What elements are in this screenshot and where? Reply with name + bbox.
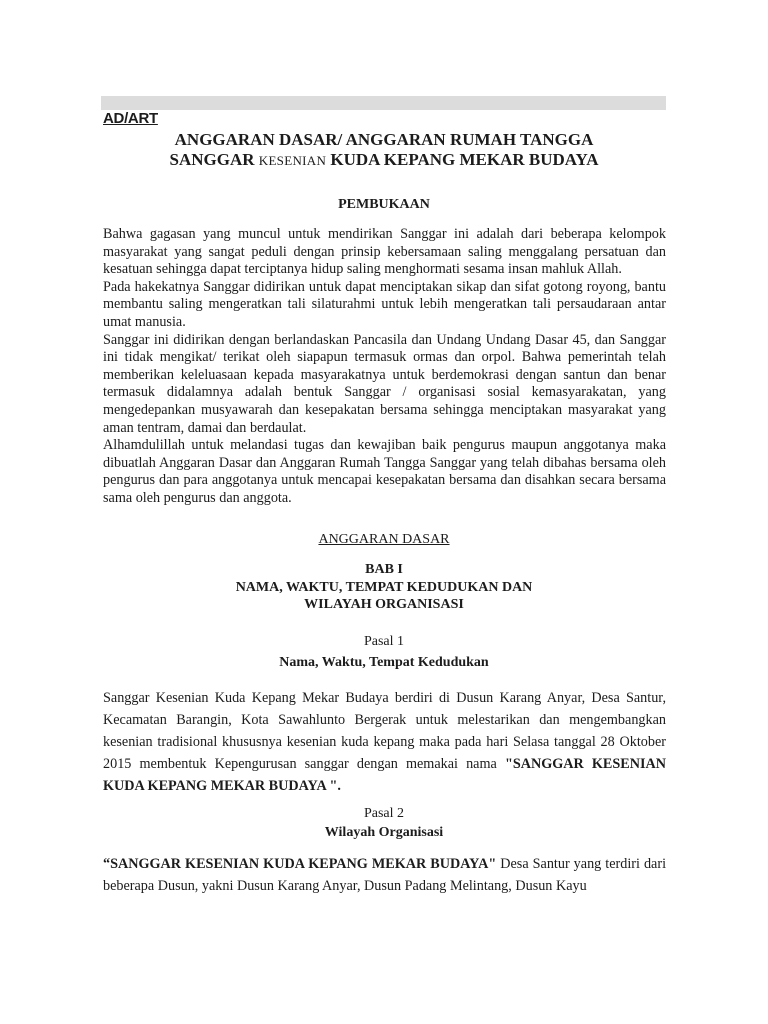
pasal-1-title: Nama, Waktu, Tempat Kedudukan [279,655,489,670]
opening-paragraph: Sanggar ini didirikan dengan berlandaskan Pancasila dan Undang Undang Dasar 45, dan Sanggar ini tidak mengikat/ terikat oleh siapapun termasuk ormas dan orpol. Bahwa pemerintah telah memberikan keleluasaan kepada masyarakatnya untuk berdemokrasi dengan santun dan benar termasuk didalamnya adalah bentuk Sanggar / organisasi sosial kemasyarakatan, yang mengedepankan musyawarah dan kesepakatan bersama sehingga menciptakan masyarakat yang aman tentram, damai dan berdaulat. [103,331,666,436]
pasal-1-text [103,687,666,797]
title-word-rest: KUDA KEPANG MEKAR BUDAYA [330,150,599,169]
opening-paragraph: Bahwa gagasan yang muncul untuk mendirikan Sanggar ini adalah dari beberapa kelompok masyarakat yang sangat peduli dengan prinsip kebersamaan saling menggalang persatuan dan kesatuan sehingga dapat terciptanya hidup saling menghormati sesama insan mahluk Allah. [103,226,666,278]
chapter-title-line-1: NAMA, WAKTU, TEMPAT KEDUDUKAN DAN [235,580,533,595]
ad-heading: ANGGARAN DASAR [318,532,450,547]
opening-heading: PEMBUKAAN [338,197,430,212]
page-top-bar [101,96,666,110]
sanggar-name-bold: "SANGGAR KESENIAN KUDA KEPANG MEKAR BUDAYA ". [103,756,667,794]
sanggar-name-bold: “SANGGAR KESENIAN KUDA KEPANG MEKAR BUDAYA" [103,856,497,872]
pasal-2-body: Desa Santur yang terdiri dari beberapa Dusun, yakni Dusun Karang Anyar, Dusun Padang Melintang, Dusun Kayu [103,856,667,894]
pasal-1-label: Pasal 1 [363,634,405,649]
title-word-sanggar: SANGGAR [169,150,255,169]
document-tag: AD/ART [103,110,158,127]
chapter-title-line-2: WILAYAH ORGANISASI [304,597,464,612]
pasal-2-label: Pasal 2 [363,806,405,821]
opening-paragraph: Pada hakekatnya Sanggar didirikan untuk dapat menciptakan sikap dan sifat gotong royong, bantu membantu saling mengeratkan tali silaturahmi untuk lebih mengeratkan tali persaudaraan antar umat manusia. [103,278,666,330]
title-word-kesenian: KESENIAN [258,153,327,168]
document-title-line-1: ANGGARAN DASAR/ ANGGARAN RUMAH TANGGA [174,130,594,149]
opening-paragraph: Alhamdulillah untuk melandasi tugas dan kewajiban baik pengurus maupun anggotanya maka dibuatlah Anggaran Dasar dan Anggaran Rumah Tangga Sanggar yang telah dibahas bersama oleh pengurus dan para anggotanya untuk mencapai kesepakatan bersama dan disahkan secara bersama sama oleh pengurus dan anggota. [103,437,666,506]
chapter-number: BAB I [365,562,403,577]
pasal-2-text [103,853,666,897]
opening-text [103,226,666,508]
pasal-1-body: Sanggar Kesenian Kuda Kepang Mekar Budaya berdiri di Dusun Karang Anyar, Desa Santur, Kecamatan Barangin, Kota Sawahlunto Bergerak untuk melestarikan dan mengembangkan kesenian tradisional khususnya kesenian kuda kepang maka pada hari Selasa tanggal 28 Oktober 2015 membentuk Kepengurusan sanggar dengan memakai nama [103,690,666,772]
pasal-2-title: Wilayah Organisasi [324,825,444,840]
document-title-line-2 [100,150,668,170]
